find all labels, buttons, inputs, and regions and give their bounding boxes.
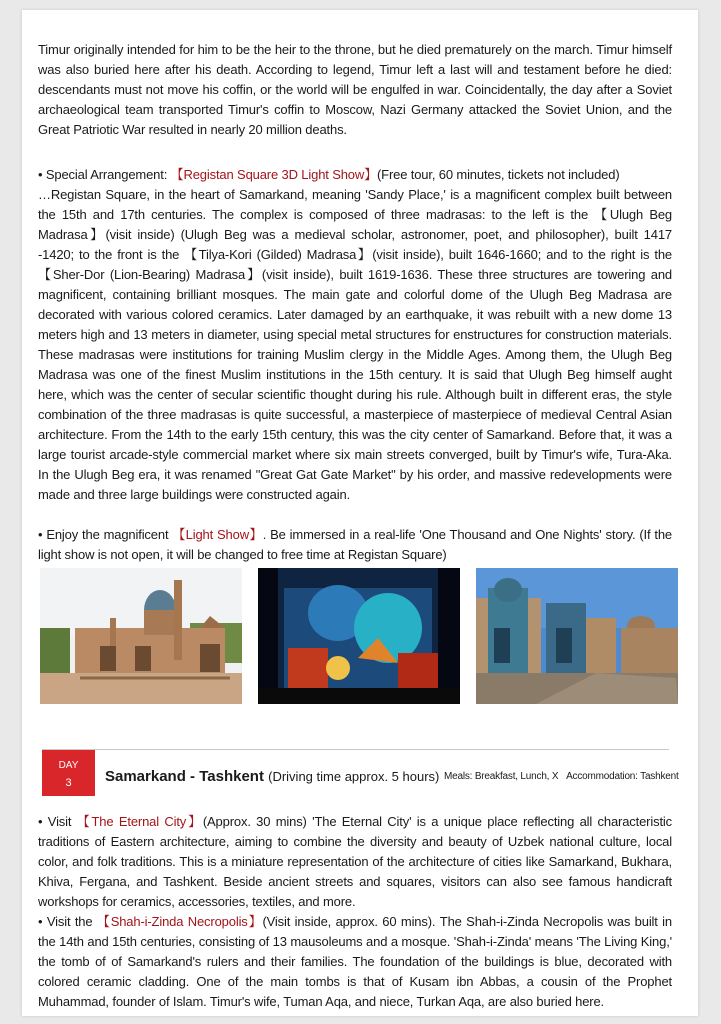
day-accommodation: Accommodation: Tashkent (566, 771, 679, 782)
registan-body-c: (visit inside), built 1646-1660; and to the right is the (372, 247, 672, 262)
registan-body-d: (visit inside), built 1619-1636. These three structures are towering and magnificent, containing brilliant mosques. The main gate and colorful dome of the Ulugh Beg Madrasa are decorated with various colored ceramics. Later damaged by an earthquake, it was rebuilt with a new dome 13 meters high and 13 meters in diameter, using special metal structures for enstructures for construction materials. These madrasas were institutions for training Muslim clergy in the Middle Ages. Among them, the Ulugh Beg Madrasa was one of the finest Muslim institutions in the 15th century. It is said that Ulugh Beg himself aught here, which was the center of secular scientific thought during his rule. Although built in different eras, the style combination of the three madrasas is quite successful, a masterpiece of masterpiece of medieval Central Asian architecture. From the 14th to the early 15th century, this was the city center of Samarkand. Before that, it was a large tourist arcade-style commercial market where six main streets converged, built by Timur's wife, Tura-Aka. In the Ulugh Beg era, it was renamed "Great Gat Gate Market" by his order, and massive redevelopments were made and three large buildings were constructed again. (38, 267, 672, 502)
day-badge-label: DAY (58, 760, 79, 771)
lightshow-highlight: 【Light Show】 (172, 527, 263, 542)
eternal-prefix: • Visit (38, 814, 77, 829)
eternal-city-section (38, 812, 672, 912)
sher-dor-label: 【Sher-Dor (Lion-Bearing) Madrasa】 (38, 267, 262, 282)
registan-prefix: • Special Arrangement: (38, 167, 171, 182)
shah-i-zinda-section (38, 912, 672, 1012)
light-show-photo (258, 568, 460, 704)
lightshow-suffix: . Be immersed in a real-life 'One Thousand and One Nights' story. (If the light show is not open, it will be changed to free time at Registan Square) (38, 527, 673, 562)
eternal-highlight: 【The Eternal City】 (76, 814, 203, 829)
day-title-text: Samarkand - Tashkent (105, 768, 269, 785)
tilya-kori-label: 【Tilya-Kori (Gilded) Madrasa】 (184, 247, 373, 262)
ulugh-beg-label: 【Ulugh Beg Madrasa】 (38, 207, 672, 242)
shahizinda-highlight: 【Shah-i-Zinda Necropolis】 (96, 914, 263, 929)
registan-body-a: …Registan Square, in the heart of Samarkand, meaning 'Sandy Place,' is a magnificent complex built between the 15th and 17th centuries. The complex is composed of three madrasas: to the left is the (38, 187, 672, 222)
intro-paragraph (38, 40, 672, 140)
shahizinda-suffix: (Visit inside, approx. 60 mins). The Shah-i-Zinda Necropolis was built in the 14th and 15th centuries, consisting of 13 mausoleums and a mosque. 'Shah-i-Zinda' means 'The Living King,' the tomb of of Samarkand's rulers and their families. The foundation of the buildings is blue, decorated with colored ceramic cladding. One of the main tombs is that of Kusam ibn Abbas, a cousin of the Prophet Muhammad, founder of Islam. Timur's wife, Tuman Aqa, and niece, Turkan Aqa, are also buried here. (38, 914, 673, 1009)
registan-body-b: (visit inside) (Ulugh Beg was a medieval scholar, astronomer, poet, and philosopher), built 1417 -1420; to the front is the (38, 227, 672, 262)
shahizinda-prefix: • Visit the (38, 914, 97, 929)
section-divider (42, 749, 669, 750)
day-meals: Meals: Breakfast, Lunch, X (444, 771, 559, 782)
shah-i-zinda-photo (476, 568, 678, 704)
day-badge (42, 750, 95, 796)
registan-section (38, 165, 672, 505)
day-drive-time: (Driving time approx. 5 hours) (268, 769, 440, 784)
registan-highlight: 【Registan Square 3D Light Show】 (170, 167, 377, 182)
lightshow-prefix: • Enjoy the magnificent (38, 527, 173, 542)
day-badge-number: 3 (65, 777, 72, 789)
eternal-suffix: (Approx. 30 mins) 'The Eternal City' is a unique place reflecting all characteristic traditions of Eastern architecture, aiming to combine the diversity and beauty of Uzbek national culture, local color, and folk traditions. This is a miniature representation of the architecture of cities like Samarkand, Bukhara, Khiva, Fergana, and Tashkent. Beside ancient streets and squares, visitors can also see famous handicraft workshops for ceramics, accessories, textiles, and more. (38, 814, 673, 909)
day-meta (444, 771, 679, 782)
gur-emir-mausoleum-photo (40, 568, 242, 704)
day-title (105, 768, 439, 785)
registan-suffix: (Free tour, 60 minutes, tickets not included) (376, 167, 620, 182)
intro-text: Timur originally intended for him to be the heir to the throne, but he died prematurely on the march. Timur himself was also buried here after his death. According to legend, Timur left a last will and testament before he died: descendants must not move his coffin, or the world will be engulfed in war. Coincidentally, the day after a Soviet archaeological team transported Timur's coffin to Moscow, Nazi Germany attacked the Soviet Union, and the Great Patriotic War resulted in nearly 20 million deaths. (38, 42, 672, 137)
lightshow-section (38, 525, 672, 565)
